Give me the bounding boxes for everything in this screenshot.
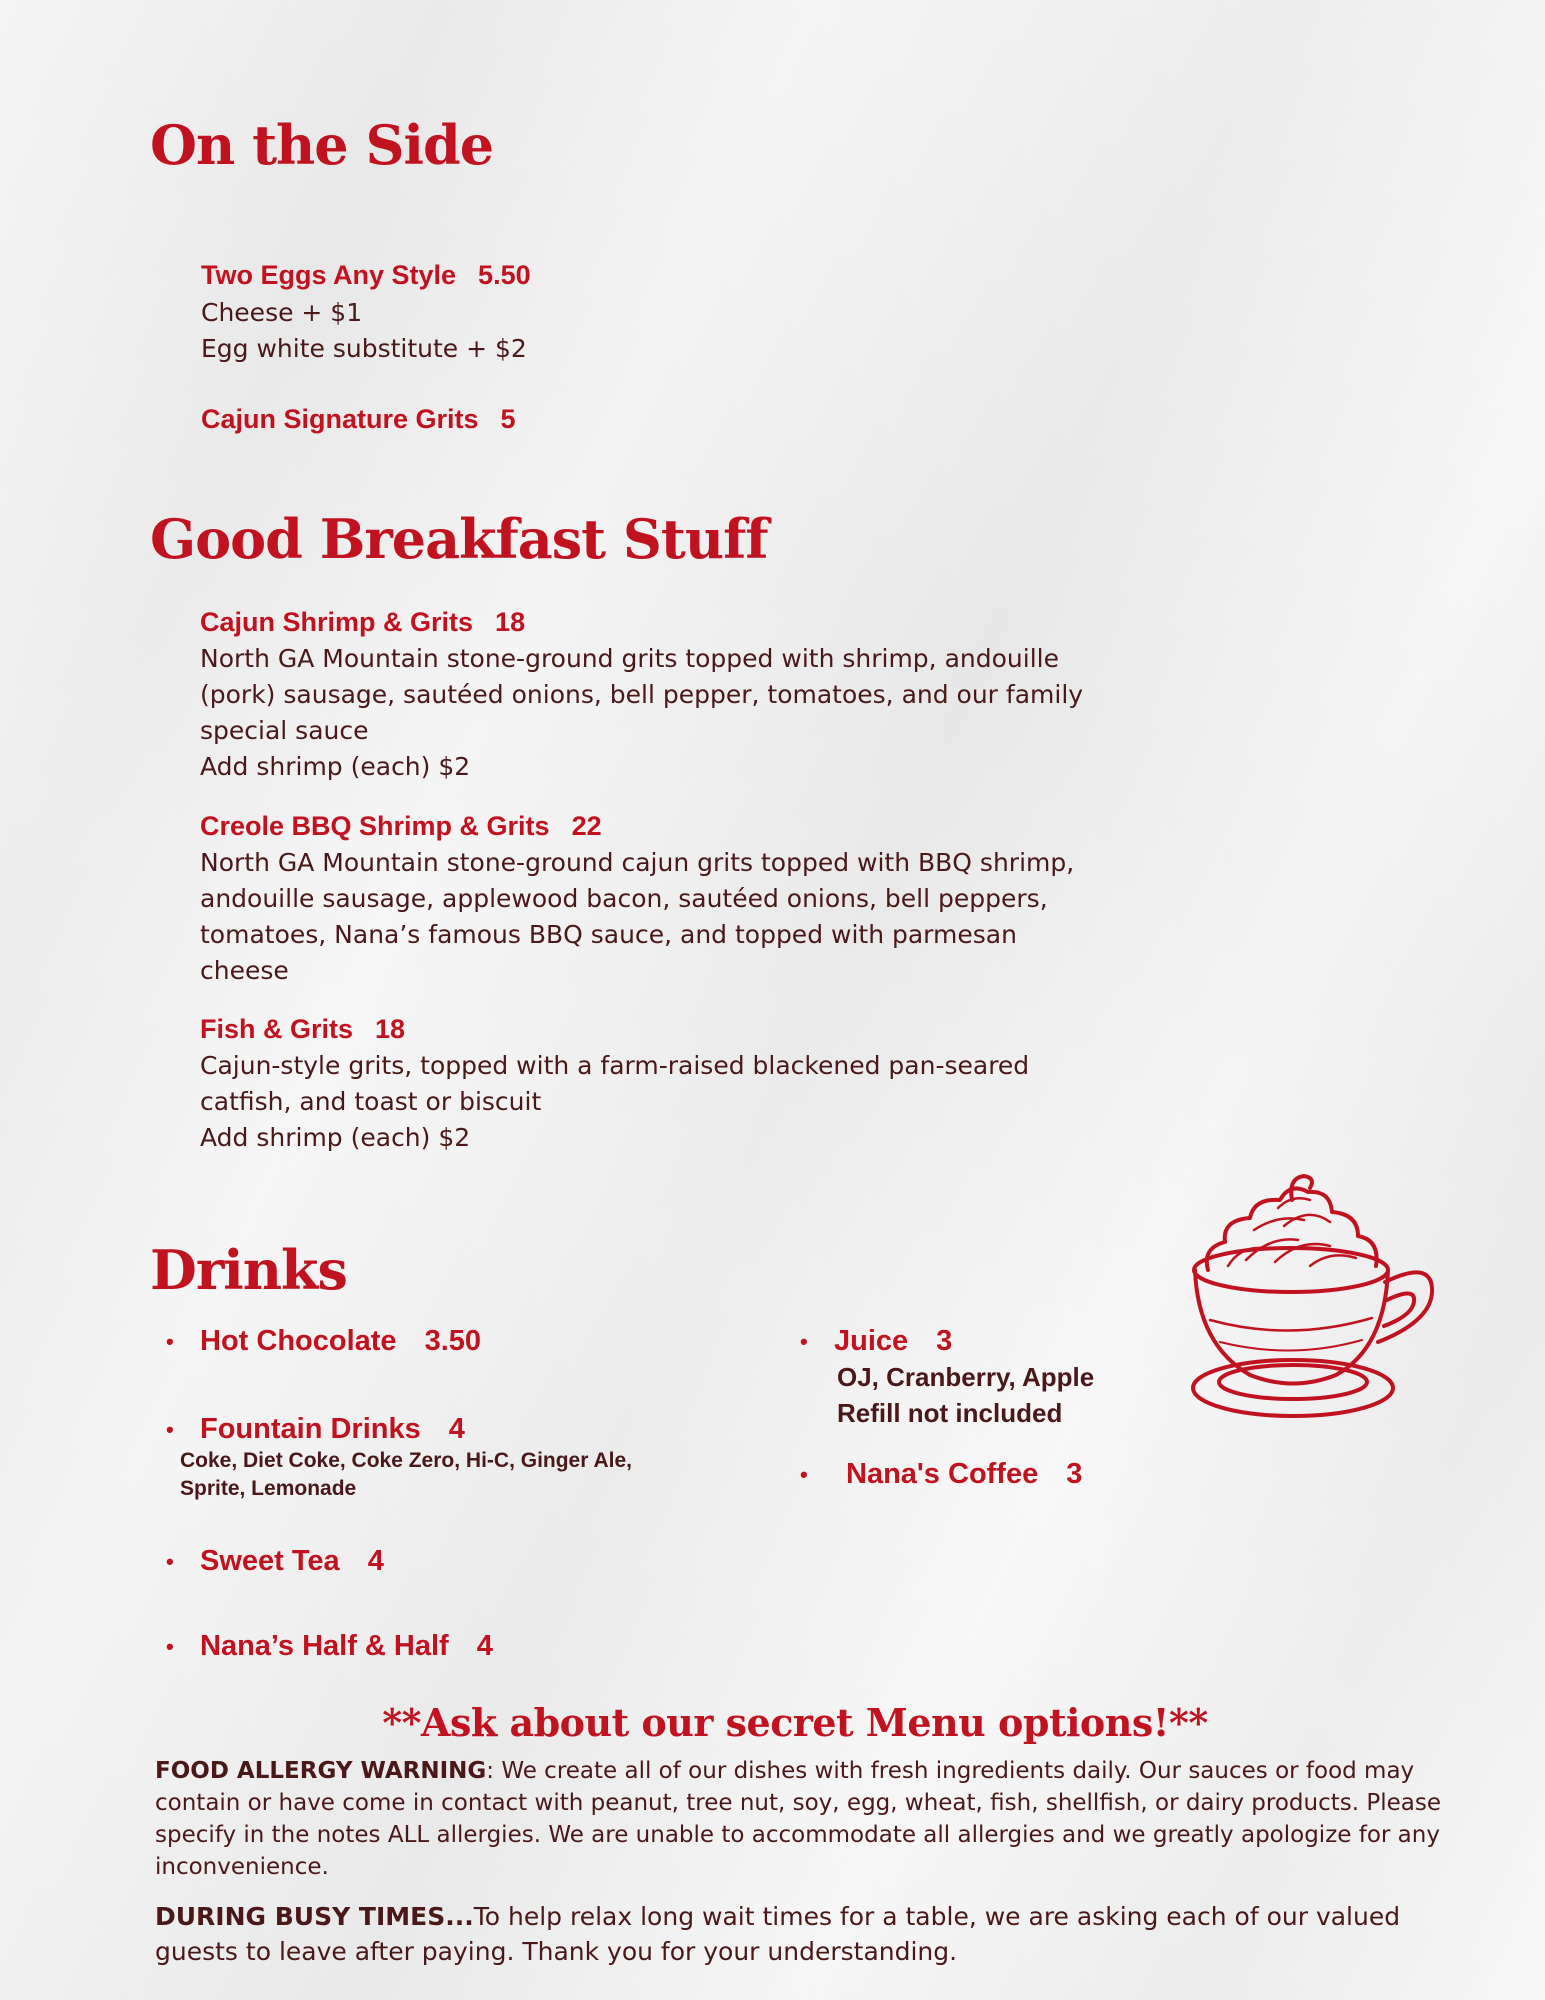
drink-hot-chocolate bbox=[150, 1324, 481, 1359]
bullet-icon: • bbox=[166, 1329, 174, 1355]
item-name: Two Eggs Any Style bbox=[201, 260, 457, 290]
menu-item-fish-grits bbox=[200, 1013, 405, 1045]
item-name: Fish & Grits bbox=[200, 1014, 354, 1044]
item-price: 18 bbox=[495, 607, 526, 637]
description-line: andouille sausage, applewood bacon, sautéed onions, bell peppers, bbox=[200, 884, 1048, 913]
description-line: tomatoes, Nana’s famous BBQ sauce, and topped with parmesan bbox=[200, 920, 1017, 949]
drink-juice bbox=[784, 1324, 952, 1359]
drink-price: 4 bbox=[448, 1413, 465, 1445]
drink-price: 4 bbox=[476, 1630, 493, 1662]
drink-price: 3 bbox=[936, 1325, 953, 1357]
bullet-icon: • bbox=[800, 1462, 808, 1488]
bullet-icon: • bbox=[166, 1634, 174, 1660]
description-line: Add shrimp (each) $2 bbox=[200, 752, 471, 781]
description-line: catfish, and toast or biscuit bbox=[200, 1087, 542, 1116]
drink-name: Hot Chocolate bbox=[200, 1325, 397, 1357]
section-title-on-the-side: On the Side bbox=[150, 113, 494, 177]
item-name: Cajun Shrimp & Grits bbox=[200, 607, 474, 637]
description-line: Add shrimp (each) $2 bbox=[200, 1123, 471, 1152]
drink-name: Juice bbox=[834, 1325, 909, 1357]
drink-price: 3.50 bbox=[424, 1325, 482, 1357]
allergy-text: : We create all of our dishes with fresh ingredients daily. Our sauces or food may contain or have come in contact with peanut, tree nut, soy, egg, wheat, fish, shellfish, or dairy products. Please specify in the notes ALL allergies. We are unable to accommodate all allergies and we greatly apologize for any inconvenience. bbox=[155, 1758, 1442, 1880]
drink-price: 3 bbox=[1066, 1458, 1083, 1490]
busy-times-notice bbox=[155, 1899, 1455, 1969]
description-line: Egg white substitute + $2 bbox=[201, 334, 527, 363]
note-line: Refill not included bbox=[837, 1398, 1063, 1428]
description-line: (pork) sausage, sautéed onions, bell pepper, tomatoes, and our family bbox=[200, 680, 1084, 709]
item-price: 22 bbox=[571, 811, 602, 841]
drink-name: Fountain Drinks bbox=[200, 1413, 421, 1445]
drink-sweet-tea bbox=[150, 1544, 384, 1579]
item-description bbox=[200, 1048, 1029, 1156]
item-price: 18 bbox=[375, 1014, 406, 1044]
drink-name: Nana’s Half & Half bbox=[200, 1630, 449, 1662]
item-description bbox=[201, 295, 527, 367]
busy-label: DURING BUSY TIMES... bbox=[155, 1902, 474, 1931]
item-price: 5 bbox=[500, 404, 516, 434]
item-price: 5.50 bbox=[478, 260, 531, 290]
description-line: North GA Mountain stone-ground grits topped with shrimp, andouille bbox=[200, 644, 1059, 673]
section-title-breakfast: Good Breakfast Stuff bbox=[150, 507, 768, 571]
menu-item-creole-bbq-shrimp-grits bbox=[200, 810, 602, 842]
item-name: Creole BBQ Shrimp & Grits bbox=[200, 811, 550, 841]
drink-name: Sweet Tea bbox=[200, 1545, 340, 1577]
note-line: Sprite, Lemonade bbox=[180, 1477, 357, 1500]
bullet-icon: • bbox=[800, 1329, 808, 1355]
drink-name: Nana's Coffee bbox=[846, 1458, 1039, 1490]
description-line: Cajun-style grits, topped with a farm-raised blackened pan-seared bbox=[200, 1051, 1030, 1080]
drink-nanas-coffee bbox=[784, 1457, 1082, 1492]
drink-note bbox=[180, 1447, 632, 1503]
secret-menu-banner: **Ask about our secret Menu options!** bbox=[382, 1700, 1208, 1745]
item-description bbox=[200, 641, 1083, 785]
description-line: Cheese + $1 bbox=[201, 298, 363, 327]
drink-fountain bbox=[150, 1412, 465, 1447]
note-line: Coke, Diet Coke, Coke Zero, Hi-C, Ginger Ale, bbox=[180, 1449, 632, 1472]
menu-item-cajun-shrimp-grits bbox=[200, 606, 525, 638]
busy-text: To help relax long wait times for a table, we are asking each of our valued guests to leave after paying. Thank you for your understanding. bbox=[155, 1902, 1401, 1966]
drink-half-half bbox=[150, 1629, 493, 1664]
note-line: OJ, Cranberry, Apple bbox=[837, 1362, 1095, 1392]
bullet-icon: • bbox=[166, 1417, 174, 1443]
menu-item-cajun-grits bbox=[201, 403, 516, 435]
description-line: cheese bbox=[200, 956, 289, 985]
item-description bbox=[200, 845, 1074, 989]
section-title-drinks: Drinks bbox=[150, 1238, 347, 1302]
drink-price: 4 bbox=[367, 1545, 384, 1577]
drink-note bbox=[837, 1359, 1094, 1431]
description-line: North GA Mountain stone-ground cajun grits topped with BBQ shrimp, bbox=[200, 848, 1075, 877]
menu-item-two-eggs bbox=[201, 259, 531, 291]
hot-chocolate-cup-icon bbox=[1180, 1170, 1440, 1430]
bullet-icon: • bbox=[166, 1549, 174, 1575]
item-name: Cajun Signature Grits bbox=[201, 404, 479, 434]
description-line: special sauce bbox=[200, 716, 369, 745]
allergy-label: FOOD ALLERGY WARNING bbox=[155, 1758, 487, 1784]
allergy-warning bbox=[155, 1755, 1455, 1883]
